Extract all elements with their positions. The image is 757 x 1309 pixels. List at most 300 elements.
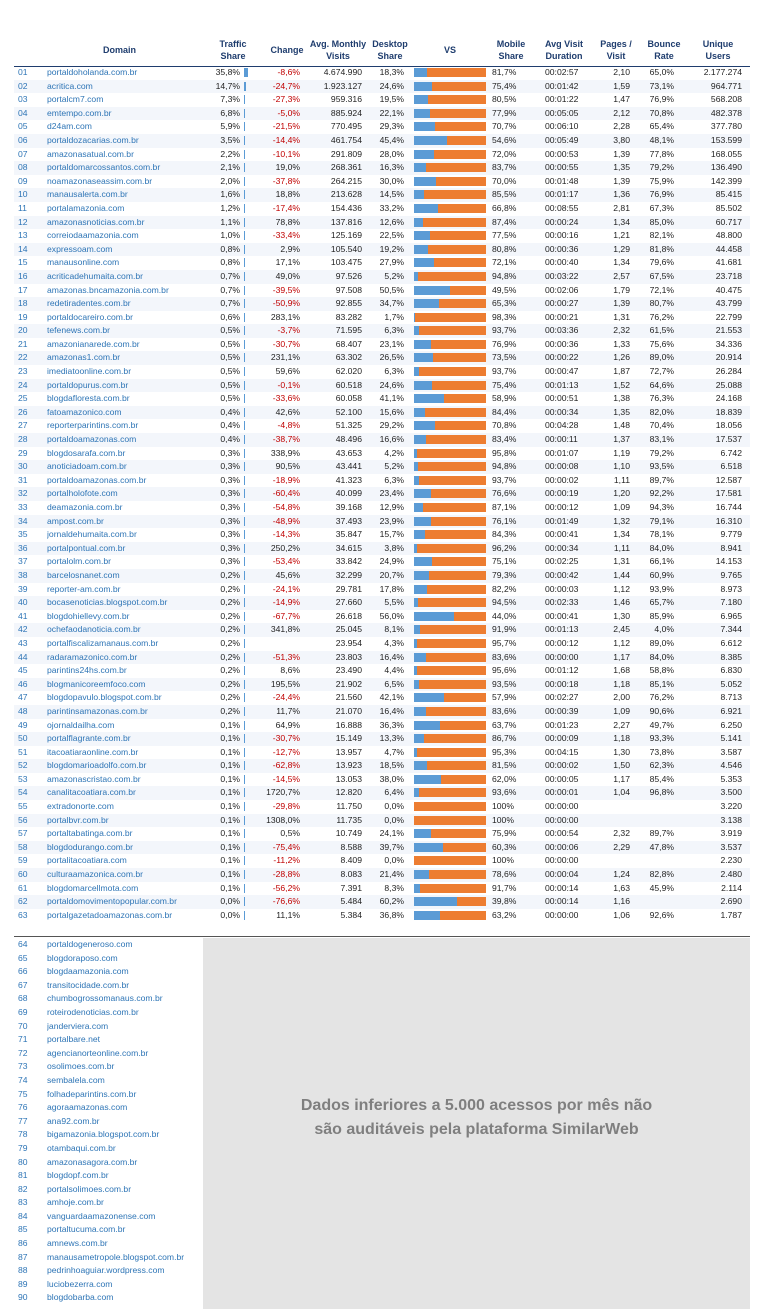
domain-link[interactable]: agoraamazonas.com <box>47 1102 128 1113</box>
monthly-visits: 291.809 <box>330 148 362 159</box>
table-row <box>0 392 757 406</box>
domain-link[interactable]: expressoam.com <box>47 243 113 254</box>
desktop-share: 6,5% <box>384 678 404 689</box>
desktop-portion <box>414 680 419 689</box>
domain-link[interactable]: redetiradentes.com.br <box>47 298 131 309</box>
change-value: -53,4% <box>272 556 300 567</box>
desktop-share: 41,1% <box>379 393 404 404</box>
list-item <box>0 938 205 952</box>
mobile-share: 65,3% <box>492 298 517 309</box>
change-value: -37,8% <box>272 175 300 186</box>
domain-link[interactable]: manausametropole.blogspot.com.br <box>47 1251 185 1262</box>
visit-duration: 00:01:48 <box>545 175 579 186</box>
traffic-share: 0,0% <box>220 909 240 920</box>
monthly-visits: 105.540 <box>330 243 362 254</box>
desktop-portion <box>414 340 431 349</box>
domain-link[interactable]: portalbvr.com.br <box>47 814 109 825</box>
desktop-share: 50,5% <box>379 284 404 295</box>
mobile-share: 95,8% <box>492 447 517 458</box>
mobile-share: 85,5% <box>492 189 517 200</box>
unique-users: 26.284 <box>715 366 742 377</box>
desktop-vs-mobile-bar <box>414 911 486 920</box>
domain-link[interactable]: amazonasatual.com.br <box>47 148 134 159</box>
traffic-share: 1,6% <box>220 189 240 200</box>
desktop-vs-mobile-bar <box>414 150 486 159</box>
traffic-share: 0,8% <box>220 257 240 268</box>
rank-number: 05 <box>18 121 28 132</box>
change-value: 1720,7% <box>266 787 300 798</box>
mobile-share: 70,8% <box>492 420 517 431</box>
domain-link[interactable]: acritica.com <box>47 80 93 91</box>
desktop-portion <box>414 544 417 553</box>
pages-per-visit: 1,34 <box>613 529 630 540</box>
domain-link[interactable]: blogdaamazonia.com <box>47 966 129 977</box>
table-row <box>0 311 757 325</box>
domain-link[interactable]: portaldocareiro.com.br <box>47 311 133 322</box>
desktop-portion <box>414 911 440 920</box>
traffic-share-bar <box>244 843 245 852</box>
change-value: -51,3% <box>272 651 300 662</box>
desktop-portion <box>414 761 427 770</box>
bounce-rate: 64,6% <box>649 379 674 390</box>
domain-link[interactable]: portaldomarcossantos.com.br <box>47 162 161 173</box>
mobile-share: 72,1% <box>492 257 517 268</box>
mobile-share: 75,4% <box>492 80 517 91</box>
monthly-visits: 11.750 <box>336 801 362 812</box>
desktop-vs-mobile-bar <box>414 204 486 213</box>
desktop-vs-mobile-bar <box>414 95 486 104</box>
domain-link[interactable]: blogdomarioadolfo.com.br <box>47 760 147 771</box>
unique-users: 1.787 <box>720 909 742 920</box>
domain-link[interactable]: fatoamazonico.com <box>47 406 122 417</box>
unique-users: 6.250 <box>720 719 742 730</box>
domain-link[interactable]: correiodaamazonia.com <box>47 230 139 241</box>
list-item <box>0 952 205 966</box>
domain-link[interactable]: amazonasagora.com.br <box>47 1156 138 1167</box>
pages-per-visit: 1,31 <box>613 311 630 322</box>
domain-link[interactable]: manausonline.com <box>47 257 120 268</box>
visit-duration: 00:01:22 <box>545 94 579 105</box>
rank-number: 33 <box>18 502 28 512</box>
desktop-vs-mobile-bar <box>414 449 486 458</box>
domain-link[interactable]: pedrinhoaguiar.wordpress.com <box>47 1265 165 1276</box>
domain-link[interactable]: blogdodurango.com.br <box>47 841 133 852</box>
bounce-rate: 62,3% <box>649 760 674 771</box>
table-row <box>0 134 757 148</box>
domain-link[interactable]: blogdosarafa.com.br <box>47 447 126 458</box>
desktop-share: 5,2% <box>384 461 404 472</box>
desktop-share: 6,3% <box>384 325 404 336</box>
desktop-vs-mobile-bar <box>414 408 486 417</box>
domain-link[interactable]: deamazonia.com.br <box>47 502 123 512</box>
domain-link[interactable]: transitocidade.com.br <box>47 979 130 990</box>
desktop-portion <box>414 462 418 471</box>
header-vs: VS <box>443 45 456 55</box>
bounce-rate: 96,8% <box>649 787 674 798</box>
unique-users: 8.385 <box>720 651 742 662</box>
monthly-visits: 33.842 <box>335 556 362 567</box>
desktop-share: 6,4% <box>384 787 404 798</box>
domain-link[interactable]: portalbare.net <box>47 1034 101 1045</box>
visit-duration: 00:05:05 <box>545 107 579 118</box>
domain-link[interactable]: folhadeparintins.com.br <box>47 1088 137 1099</box>
domain-link[interactable]: luciobezerra.com <box>47 1278 113 1289</box>
domain-link[interactable]: portaldopurus.com.br <box>47 379 129 390</box>
unique-users: 153.599 <box>710 134 742 145</box>
domain-link[interactable]: portaldoamazonas.com <box>47 434 137 445</box>
mobile-share: 83,6% <box>492 651 517 662</box>
change-value: -3,7% <box>277 325 300 336</box>
table-row <box>0 202 757 216</box>
monthly-visits: 23.954 <box>335 637 362 648</box>
desktop-portion <box>414 109 430 118</box>
desktop-vs-mobile-bar <box>414 544 486 553</box>
monthly-visits: 8.588 <box>340 841 362 852</box>
monthly-visits: 13.053 <box>335 773 362 784</box>
pages-per-visit: 1,38 <box>613 393 630 404</box>
monthly-visits: 26.618 <box>335 610 362 621</box>
change-value: -10,1% <box>272 148 300 159</box>
traffic-share-bar <box>244 95 245 104</box>
list-item <box>0 1060 205 1074</box>
monthly-visits: 959.316 <box>330 94 362 105</box>
traffic-share-bar <box>244 82 246 91</box>
domain-link[interactable]: agencianorteonline.com.br <box>47 1047 149 1058</box>
domain-link[interactable]: blogdohiellevy.com.br <box>47 610 130 621</box>
domain-link[interactable]: manausalerta.com.br <box>47 189 128 200</box>
rank-number: 74 <box>18 1074 28 1085</box>
domain-link[interactable]: portaltabatinga.com.br <box>47 828 133 839</box>
header-desktop-share: Desktop Share <box>372 39 408 61</box>
domain-link[interactable]: bocasenoticias.blogspot.com.br <box>47 597 168 608</box>
domain-link[interactable]: amhoje.com.br <box>47 1197 104 1208</box>
domain-link[interactable]: anoticiadoam.com.br <box>47 461 127 472</box>
domain-link[interactable]: sembalela.com <box>47 1074 105 1085</box>
unique-users: 5.141 <box>720 733 742 744</box>
desktop-share: 20,7% <box>379 569 404 580</box>
desktop-share: 6,3% <box>384 474 404 485</box>
domain-link[interactable]: d24am.com <box>47 121 92 132</box>
domain-link[interactable]: portaldoholanda.com.br <box>47 67 138 77</box>
desktop-vs-mobile-bar <box>414 530 486 539</box>
visit-duration: 00:00:16 <box>545 230 579 241</box>
header-duration: Avg Visit Duration <box>544 39 583 61</box>
monthly-visits: 268.361 <box>330 162 362 173</box>
change-value: 341,8% <box>270 624 300 635</box>
visit-duration: 00:00:12 <box>545 502 579 512</box>
traffic-share: 0,7% <box>220 298 240 309</box>
desktop-share: 29,3% <box>379 121 404 132</box>
monthly-visits: 16.888 <box>335 719 362 730</box>
visit-duration: 00:00:02 <box>545 474 579 485</box>
mobile-share: 62,0% <box>492 773 517 784</box>
traffic-share-bar <box>244 748 245 757</box>
traffic-share-bar <box>244 353 245 362</box>
visit-duration: 00:00:24 <box>545 216 579 227</box>
domain-link[interactable]: portaldozacarias.com.br <box>47 134 139 145</box>
unique-users: 8.713 <box>720 692 742 703</box>
visit-duration: 00:00:05 <box>545 773 579 784</box>
desktop-share: 4,4% <box>384 665 404 676</box>
pages-per-visit: 2,32 <box>613 828 630 839</box>
domain-link[interactable]: parintinsamazonas.com.br <box>47 705 148 716</box>
domain-link[interactable]: portalholofote.com <box>47 488 118 499</box>
domain-link[interactable]: radaramazonico.com.br <box>47 651 138 662</box>
traffic-share: 0,2% <box>220 651 240 662</box>
domain-link[interactable]: ana92.com.br <box>47 1115 100 1126</box>
rank-number: 25 <box>18 393 28 404</box>
domain-link[interactable]: barcelosnanet.com <box>47 569 120 580</box>
bounce-rate: 82,1% <box>649 230 674 241</box>
desktop-share: 12,6% <box>379 216 404 227</box>
visit-duration: 00:00:55 <box>545 162 579 173</box>
domain-link[interactable]: portaltucuma.com.br <box>47 1224 126 1235</box>
pages-per-visit: 1,04 <box>613 787 630 798</box>
domain-link[interactable]: vanguardaamazonense.com <box>47 1210 156 1221</box>
domain-link[interactable]: blogmanicoreemfoco.com <box>47 678 146 689</box>
domain-link[interactable]: jornaldehumaita.com.br <box>47 529 137 540</box>
desktop-portion <box>414 68 427 77</box>
traffic-share-bar <box>244 394 245 403</box>
visit-duration: 00:04:28 <box>545 420 579 431</box>
mobile-share: 100% <box>492 801 514 812</box>
domain-link[interactable]: acriticadehumaita.com.br <box>47 270 144 281</box>
domain-link[interactable]: portalamazonia.com <box>47 202 125 213</box>
domain-link[interactable]: amazonas.bncamazonia.com.br <box>47 284 169 295</box>
list-item <box>0 1020 205 1034</box>
rank-number: 80 <box>18 1156 28 1167</box>
unique-users: 3.587 <box>720 746 742 757</box>
mobile-share: 87,1% <box>492 502 517 512</box>
domain-link[interactable]: blogdomarcellmota.com <box>47 882 139 893</box>
domain-link[interactable]: blogdobarba.com <box>47 1292 114 1303</box>
list-item <box>0 1237 205 1251</box>
traffic-share: 0,3% <box>220 488 240 499</box>
visit-duration: 00:02:06 <box>545 284 579 295</box>
domain-link[interactable]: bigamazonia.blogspot.com.br <box>47 1129 160 1140</box>
domain-link[interactable]: janderviera.com <box>47 1020 109 1031</box>
desktop-share: 60,2% <box>379 896 404 907</box>
bounce-rate: 61,5% <box>649 325 674 336</box>
domain-link[interactable]: blogdopf.com.br <box>47 1170 109 1181</box>
domain-link[interactable]: extradonorte.com <box>47 801 114 812</box>
desktop-share: 5,5% <box>384 597 404 608</box>
domain-link[interactable]: ochefaodanoticia.com.br <box>47 624 141 635</box>
domain-link[interactable]: otambaqui.com.br <box>47 1142 116 1153</box>
domain-link[interactable]: culturaamazonica.com.br <box>47 869 144 880</box>
change-value: -48,9% <box>272 515 300 526</box>
desktop-vs-mobile-bar <box>414 340 486 349</box>
change-value: -4,8% <box>277 420 300 431</box>
traffic-share: 0,1% <box>220 773 240 784</box>
visit-duration: 00:00:47 <box>545 366 579 377</box>
rank-number: 23 <box>18 366 28 377</box>
table-row <box>0 800 757 814</box>
unique-users: 377.780 <box>710 121 742 132</box>
traffic-share: 0,7% <box>220 284 240 295</box>
domain-link[interactable]: ojornaldailha.com <box>47 719 115 730</box>
mobile-share: 76,1% <box>492 515 517 526</box>
visit-duration: 00:01:13 <box>545 379 579 390</box>
domain-link[interactable]: reporterparintins.com.br <box>47 420 139 431</box>
desktop-share: 24,6% <box>379 379 404 390</box>
mobile-share: 75,1% <box>492 556 517 567</box>
desktop-share: 24,9% <box>379 556 404 567</box>
list-item <box>0 1196 205 1210</box>
header-unique-users: Unique Users <box>702 39 734 61</box>
domain-link[interactable]: amnews.com.br <box>47 1238 108 1249</box>
domain-link[interactable]: portalpontual.com.br <box>47 542 126 553</box>
domain-link[interactable]: blogdopavulo.blogspot.com.br <box>47 692 162 703</box>
monthly-visits: 23.490 <box>335 665 362 676</box>
pages-per-visit: 1,30 <box>613 610 630 621</box>
rank-number: 62 <box>18 896 28 907</box>
pages-per-visit: 1,30 <box>613 746 630 757</box>
traffic-share: 0,1% <box>220 760 240 771</box>
change-value: 338,9% <box>270 447 300 458</box>
pages-per-visit: 1,10 <box>613 461 630 472</box>
visit-duration: 00:02:27 <box>545 692 579 703</box>
desktop-vs-mobile-bar <box>414 109 486 118</box>
domain-link[interactable]: amazonianarede.com.br <box>47 338 140 349</box>
domain-link[interactable]: portaldogeneroso.com <box>47 939 133 949</box>
domain-link[interactable]: tefenews.com.br <box>47 325 111 336</box>
domain-link[interactable]: noamazonaseassim.com.br <box>47 175 153 186</box>
desktop-portion <box>414 707 426 716</box>
traffic-share: 6,8% <box>220 107 240 118</box>
mobile-share: 66,8% <box>492 202 517 213</box>
domain-link[interactable]: amazonascristao.com.br <box>47 773 141 784</box>
traffic-share: 1,2% <box>220 202 240 213</box>
desktop-portion <box>414 95 428 104</box>
visit-duration: 00:00:42 <box>545 569 579 580</box>
table-row <box>0 555 757 569</box>
bounce-rate: 76,9% <box>649 189 674 200</box>
domain-link[interactable]: portalitacoatiara.com <box>47 855 127 866</box>
domain-link[interactable]: portalolm.com.br <box>47 556 111 567</box>
list-item <box>0 1142 205 1156</box>
domain-link[interactable]: ampost.com.br <box>47 515 104 526</box>
domain-link[interactable]: parintins24hs.com.br <box>47 665 127 676</box>
domain-link[interactable]: itacoatiaraonline.com.br <box>47 746 139 757</box>
domain-link[interactable]: canalitacoatiara.com.br <box>47 787 136 798</box>
table-row <box>0 664 757 678</box>
domain-link[interactable]: roteirodenoticias.com.br <box>47 1006 139 1017</box>
domain-link[interactable]: portalgazetadoamazonas.com.br <box>47 909 173 920</box>
desktop-vs-mobile-bar <box>414 612 486 621</box>
monthly-visits: 41.323 <box>335 474 362 485</box>
unique-users: 2.690 <box>720 896 742 907</box>
rank-number: 06 <box>18 134 28 145</box>
desktop-vs-mobile-bar <box>414 435 486 444</box>
domain-link[interactable]: portalcm7.com <box>47 94 104 105</box>
monthly-visits: 43.653 <box>335 447 362 458</box>
desktop-share: 38,0% <box>379 773 404 784</box>
domain-link[interactable]: blogdafloresta.com.br <box>47 393 130 404</box>
change-value: -75,4% <box>272 841 300 852</box>
pages-per-visit: 1,24 <box>613 869 630 880</box>
pages-per-visit: 1,35 <box>613 162 630 173</box>
rank-number: 22 <box>18 352 28 363</box>
rank-number: 37 <box>18 556 28 567</box>
desktop-portion <box>414 326 419 335</box>
mobile-share: 73,5% <box>492 352 517 363</box>
traffic-share: 1,1% <box>220 216 240 227</box>
change-value: 90,5% <box>275 461 300 472</box>
desktop-vs-mobile-bar <box>414 299 486 308</box>
table-row <box>0 827 757 841</box>
change-value: 11,7% <box>276 705 300 716</box>
change-value: 49,0% <box>275 270 300 281</box>
desktop-share: 23,4% <box>379 488 404 499</box>
domain-link[interactable]: portalfiscalizamanaus.com.br <box>47 637 159 648</box>
domain-link[interactable]: chumbogrossomanaus.com.br <box>47 993 163 1004</box>
traffic-share-bar <box>244 680 245 689</box>
domain-link[interactable]: portaldomovimentopopular.com.br <box>47 896 177 907</box>
visit-duration: 00:00:09 <box>545 733 579 744</box>
table-row <box>0 324 757 338</box>
change-value: -27,3% <box>272 94 300 105</box>
mobile-share: 94,8% <box>492 270 517 281</box>
traffic-share-bar <box>244 150 245 159</box>
monthly-visits: 97.508 <box>335 284 362 295</box>
domain-link[interactable]: blogdoraposo.com <box>47 952 118 963</box>
domain-link[interactable]: amazonasnoticias.com.br <box>47 216 145 227</box>
unique-users: 964.771 <box>710 80 742 91</box>
desktop-share: 22,1% <box>379 107 404 118</box>
unique-users: 3.138 <box>720 814 742 825</box>
traffic-share: 0,3% <box>220 461 240 472</box>
domain-link[interactable]: osolimoes.com.br <box>47 1061 115 1072</box>
unique-users: 21.553 <box>715 325 742 336</box>
domain-link[interactable]: portalflagrante.com.br <box>47 733 131 744</box>
domain-link[interactable]: portalsolimoes.com.br <box>47 1183 132 1194</box>
traffic-share: 3,5% <box>220 134 240 145</box>
mobile-share: 70,7% <box>492 121 517 132</box>
visit-duration: 00:00:22 <box>545 352 579 363</box>
domain-link[interactable]: emtempo.com.br <box>47 107 112 118</box>
traffic-share: 0,5% <box>220 366 240 377</box>
table-row <box>0 243 757 257</box>
visit-duration: 00:01:07 <box>545 447 579 458</box>
mobile-share: 83,6% <box>492 705 517 716</box>
pages-per-visit: 1,46 <box>613 597 630 608</box>
unique-users: 18.839 <box>715 406 742 417</box>
unique-users: 568.208 <box>710 94 742 105</box>
visit-duration: 00:00:14 <box>545 896 579 907</box>
traffic-share: 0,4% <box>220 434 240 445</box>
domain-link[interactable]: portaldoamazonas.com.br <box>47 474 147 485</box>
table-row <box>0 719 757 733</box>
table-row <box>0 895 757 909</box>
domain-link[interactable]: imediatoonline.com.br <box>47 366 132 377</box>
desktop-share: 29,2% <box>379 420 404 431</box>
monthly-visits: 12.820 <box>335 787 362 798</box>
monthly-visits: 29.781 <box>335 583 362 594</box>
desktop-vs-mobile-bar <box>414 761 486 770</box>
domain-link[interactable]: amazonas1.com.br <box>47 352 121 363</box>
traffic-share-bar <box>244 299 245 308</box>
desktop-vs-mobile-bar <box>414 163 486 172</box>
visit-duration: 00:00:11 <box>545 434 578 445</box>
unique-users: 2.480 <box>720 869 742 880</box>
domain-link[interactable]: reporter-am.com.br <box>47 583 121 594</box>
list-item <box>0 992 205 1006</box>
desktop-portion <box>414 245 428 254</box>
pages-per-visit: 1,09 <box>613 705 630 716</box>
rank-number: 04 <box>18 107 28 118</box>
rank-number: 70 <box>18 1020 28 1031</box>
